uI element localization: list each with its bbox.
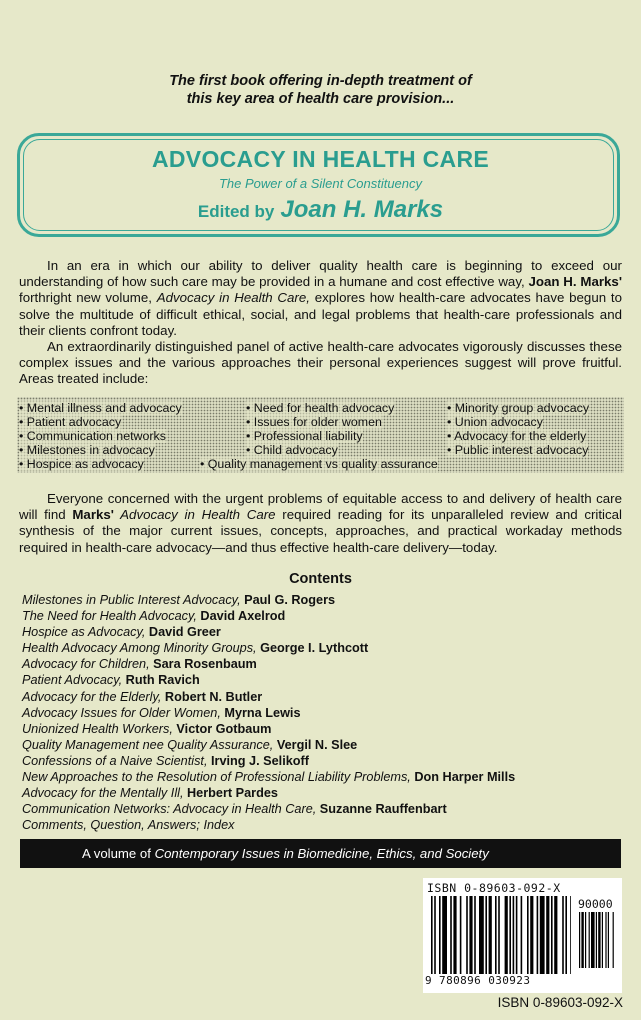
contents-item: [22, 608, 622, 624]
series-banner: [20, 839, 621, 868]
intro-text-c: explores how health-care advocates have begun to solve the multitude of difficult ethical, social, and legal problems that health-care professionals and their clients confront today.: [19, 290, 622, 338]
chapter-author: Ruth Ravich: [122, 673, 200, 688]
chapter-title: Confessions of a Naive Scientist,: [22, 753, 208, 768]
area-item: • Quality management vs quality assurance: [200, 457, 438, 471]
chapter-title: Health Advocacy Among Minority Groups,: [22, 641, 257, 656]
chapter-title: Hospice as Advocacy,: [22, 625, 146, 640]
contents-item: [22, 737, 622, 753]
chapter-title: Advocacy Issues for Older Women,: [22, 705, 221, 720]
chapter-author: David Axelrod: [196, 609, 286, 624]
contents-item: [22, 705, 622, 721]
chapter-author: David Greer: [145, 625, 221, 640]
contents-item: [22, 592, 622, 608]
chapter-author: Myrna Lewis: [220, 705, 301, 720]
contents-item: [22, 656, 622, 672]
series-name: Contemporary Issues in Biomedicine, Ethics, and Society: [154, 846, 489, 861]
area-item: • Hospice as advocacy: [19, 457, 144, 471]
tagline-line-2: this key area of health care provision...: [186, 91, 455, 107]
tagline-line-1: The first book offering in-depth treatment of: [169, 73, 472, 89]
chapter-author: Vergil N. Slee: [273, 737, 358, 752]
area-item: • Minority group advocacy: [447, 401, 590, 415]
contents-list: [22, 592, 622, 833]
conclusion-author: Marks': [72, 507, 114, 523]
series-prefix: A volume of: [82, 846, 155, 861]
barcode-isbn-label: ISBN 0-89603-092-X: [427, 881, 561, 895]
chapter-title: Comments, Question, Answers; Index: [22, 818, 235, 833]
chapter-author: Sara Rosenbaum: [149, 657, 257, 672]
areas-treated-box: [17, 397, 624, 473]
chapter-author: Irving J. Selikoff: [207, 753, 309, 768]
ean-barcode: [431, 896, 571, 974]
chapter-author: George I. Lythcott: [256, 641, 369, 656]
area-item: • Patient advocacy: [19, 415, 122, 429]
contents-item: [22, 624, 622, 640]
area-item: • Professional liability: [246, 429, 363, 443]
isbn-footer: ISBN 0-89603-092-X: [497, 995, 623, 1010]
area-item: • Public interest advocacy: [447, 443, 589, 457]
book-title: ADVOCACY IN HEALTH CARE: [151, 146, 489, 172]
intro-book-title: Advocacy in Health Care,: [156, 290, 310, 306]
chapter-title: New Approaches to the Resolution of Professional Liability Problems,: [22, 770, 411, 785]
area-item: • Need for health advocacy: [246, 401, 395, 415]
area-item: • Union advocacy: [447, 415, 543, 429]
area-item: • Issues for older women: [246, 415, 382, 429]
chapter-author: Don Harper Mills: [410, 770, 516, 785]
contents-item: [22, 769, 622, 785]
intro-paragraph: [19, 258, 622, 339]
conclusion-paragraph: [19, 491, 622, 556]
chapter-title: Patient Advocacy,: [22, 673, 123, 688]
chapter-author: Victor Gotbaum: [172, 721, 272, 736]
intro-text-b: forthright new volume,: [19, 290, 157, 306]
area-item: • Mental illness and advocacy: [19, 401, 182, 415]
conclusion-book-title: Advocacy in Health Care: [113, 507, 276, 523]
price-barcode: [579, 912, 617, 968]
price-code: 90000: [578, 897, 613, 911]
contents-item: [22, 785, 622, 801]
chapter-author: Robert N. Butler: [161, 689, 263, 704]
ean-number: 9 780896 030923: [425, 974, 531, 987]
area-item: • Child advocacy: [246, 443, 338, 457]
tagline: [0, 72, 641, 108]
contents-item: [22, 689, 622, 705]
area-item: • Advocacy for the elderly: [447, 429, 587, 443]
editor-prefix: Edited by: [197, 202, 275, 221]
intro-text-a: In an era in which our ability to deliver quality health care is beginning to exceed our understanding of how such care may be provided in a humane and cost effective way,: [19, 258, 622, 290]
chapter-author: Paul G. Rogers: [240, 593, 336, 607]
barcode-panel: [423, 878, 622, 993]
chapter-title: Advocacy for Children,: [22, 657, 150, 672]
contents-heading: Contents: [289, 571, 352, 587]
contents-item: [22, 640, 622, 656]
chapter-title: Quality Management nee Quality Assurance,: [22, 737, 274, 752]
chapter-author: Herbert Pardes: [183, 786, 278, 801]
chapter-title: Advocacy for the Mentally Ill,: [22, 786, 184, 801]
chapter-title: Advocacy for the Elderly,: [22, 689, 162, 704]
contents-item: [22, 672, 622, 688]
area-item: • Milestones in advocacy: [19, 443, 155, 457]
chapter-author: Suzanne Rauffenbart: [316, 802, 447, 817]
editor-name: Joan H. Marks: [280, 196, 444, 223]
chapter-title: Milestones in Public Interest Advocacy,: [22, 593, 241, 607]
book-subtitle: The Power of a Silent Constituency: [218, 176, 423, 191]
intro-author: Joan H. Marks': [528, 274, 622, 290]
contents-item: [22, 721, 622, 737]
contents-item: [22, 817, 622, 833]
chapter-title: Unionized Health Workers,: [22, 721, 173, 736]
area-item: • Communication networks: [19, 429, 166, 443]
panel-paragraph: An extraordinarily distinguished panel of active health-care advocates vigorously discusses these complex issues and the various approaches their personal experiences suggest will prove fruitful. Areas treated include:: [19, 339, 622, 387]
contents-item: [22, 801, 622, 817]
conclusion-text-a: Everyone concerned with the urgent problems of equitable access to and delivery of health care will find: [19, 491, 622, 523]
chapter-title: The Need for Health Advocacy,: [22, 609, 197, 624]
conclusion-text-b: required reading for its unparalleled review and critical synthesis of the major current issues, concepts, approaches, and practical workaday methods required in health-care advocacy—and thus effective health-care delivery—today.: [19, 507, 622, 555]
chapter-title: Communication Networks: Advocacy in Health Care,: [22, 802, 317, 817]
editor-line: [0, 196, 641, 224]
contents-item: [22, 753, 622, 769]
